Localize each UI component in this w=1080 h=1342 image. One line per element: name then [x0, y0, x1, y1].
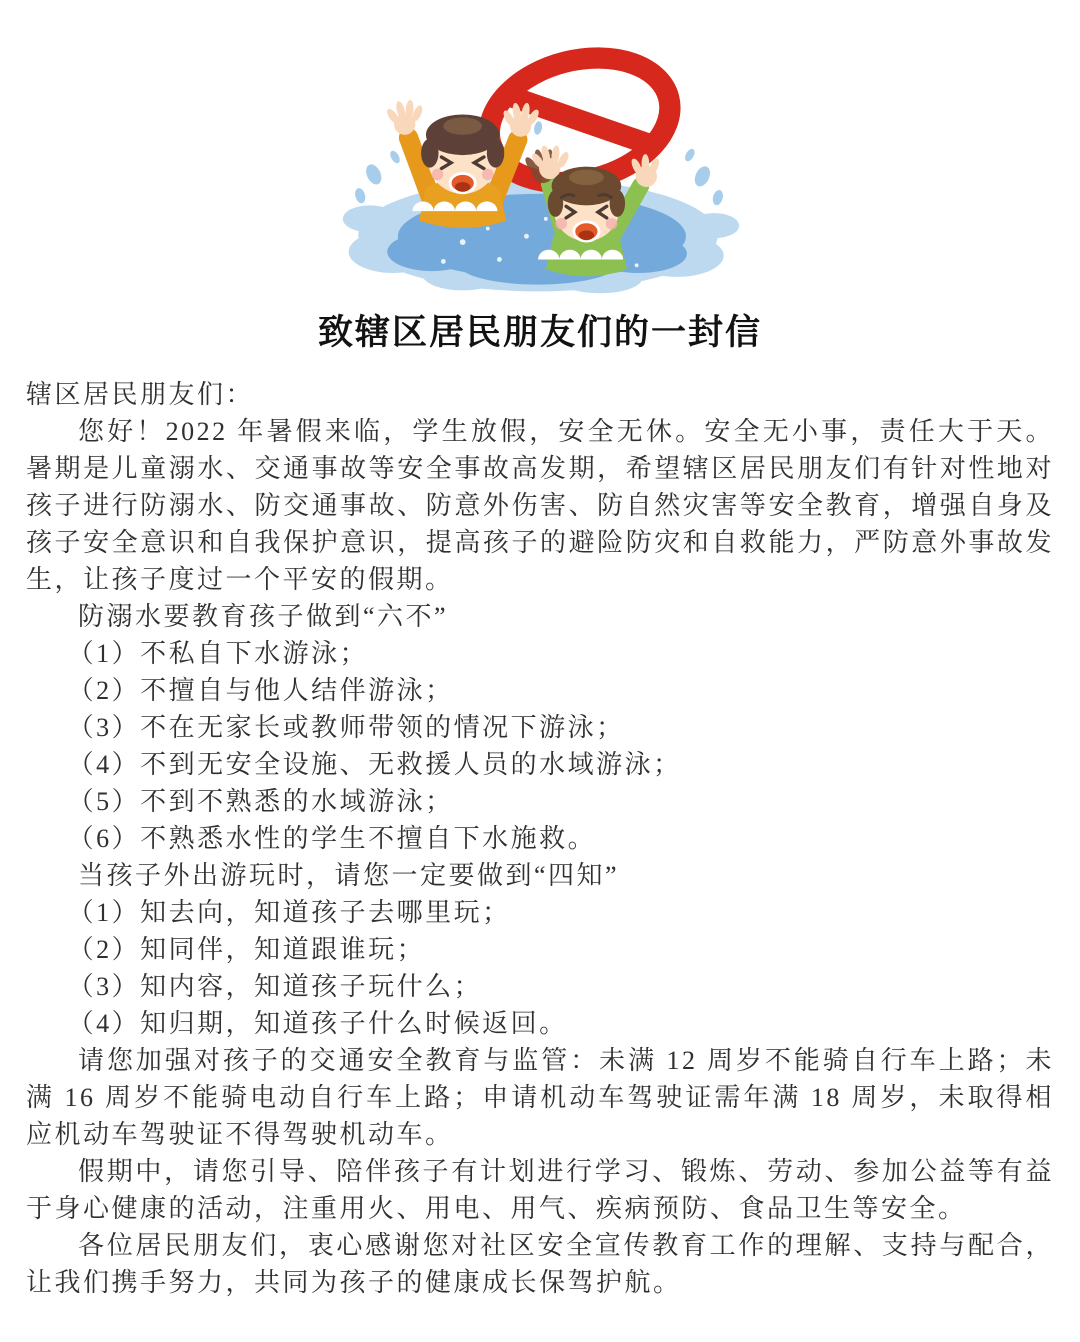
six-no-item-1: （1）不私自下水游泳； — [67, 639, 369, 668]
six-no-item-3: （3）不在无家长或教师带领的情况下游泳； — [67, 713, 625, 742]
six-no-item-6: （6）不熟悉水性的学生不擅自下水施救。 — [67, 824, 597, 853]
six-no-item-4: （4）不到无安全设施、无救援人员的水域游泳； — [67, 750, 682, 779]
illustration — [0, 0, 1080, 302]
four-know-item-1: （1）知去向，知道孩子去哪里玩； — [67, 898, 511, 927]
drowning-warning-illustration — [312, 12, 768, 302]
paragraph-thanks: 各位居民朋友们，衷心感谢您对社区安全宣传教育工作的理解、支持与配合，让我们携手努力，共同为孩子的健康成长保驾护航。 — [26, 1231, 1054, 1297]
page-title: 致辖区居民朋友们的一封信 — [317, 313, 762, 352]
paragraph-traffic: 请您加强对孩子的交通安全教育与监管：未满 12 周岁不能骑自行车上路；未满 16 周岁不能骑电动自行车上路；申请机动车驾驶证需年满 18 周岁，未取得相应机动车驾驶证不得驾驶机动车。 — [26, 1046, 1054, 1149]
six-no-item-2: （2）不擅自与他人结伴游泳； — [67, 676, 454, 705]
four-know-item-4: （4）知归期，知道孩子什么时候返回。 — [67, 1009, 568, 1038]
hand-left-icon — [385, 100, 425, 135]
four-know-item-3: （3）知内容，知道孩子玩什么； — [67, 972, 483, 1001]
four-know-item-2: （2）知同伴，知道跟谁玩； — [67, 935, 426, 964]
four-know-heading: 当孩子外出游玩时，请您一定要做到“四知” — [78, 861, 620, 890]
six-no-heading: 防溺水要教育孩子做到“六不” — [78, 602, 449, 631]
paragraph-intro: 您好！2022 年暑假来临，学生放假，安全无休。安全无小事，责任大于天。暑期是儿童溺水、交通事故等安全事故高发期，希望辖区居民朋友们有针对性地对孩子进行防溺水、防交通事故、防意外伤害、防自然灾害等安全教育，增强自身及孩子安全意识和自我保护意识，提高孩子的避险防灾和自救能力，严防意外事故发生，让孩子度过一个平安的假期。 — [26, 417, 1054, 594]
paragraph-holiday: 假期中，请您引导、陪伴孩子有计划进行学习、锻炼、劳动、参加公益等有益于身心健康的活动，注重用火、用电、用气、疾病预防、食品卫生等安全。 — [26, 1157, 1054, 1223]
six-no-item-5: （5）不到不熟悉的水域游泳； — [67, 787, 454, 816]
salutation: 辖区居民朋友们： — [26, 380, 255, 409]
letter-body — [0, 376, 1080, 1301]
